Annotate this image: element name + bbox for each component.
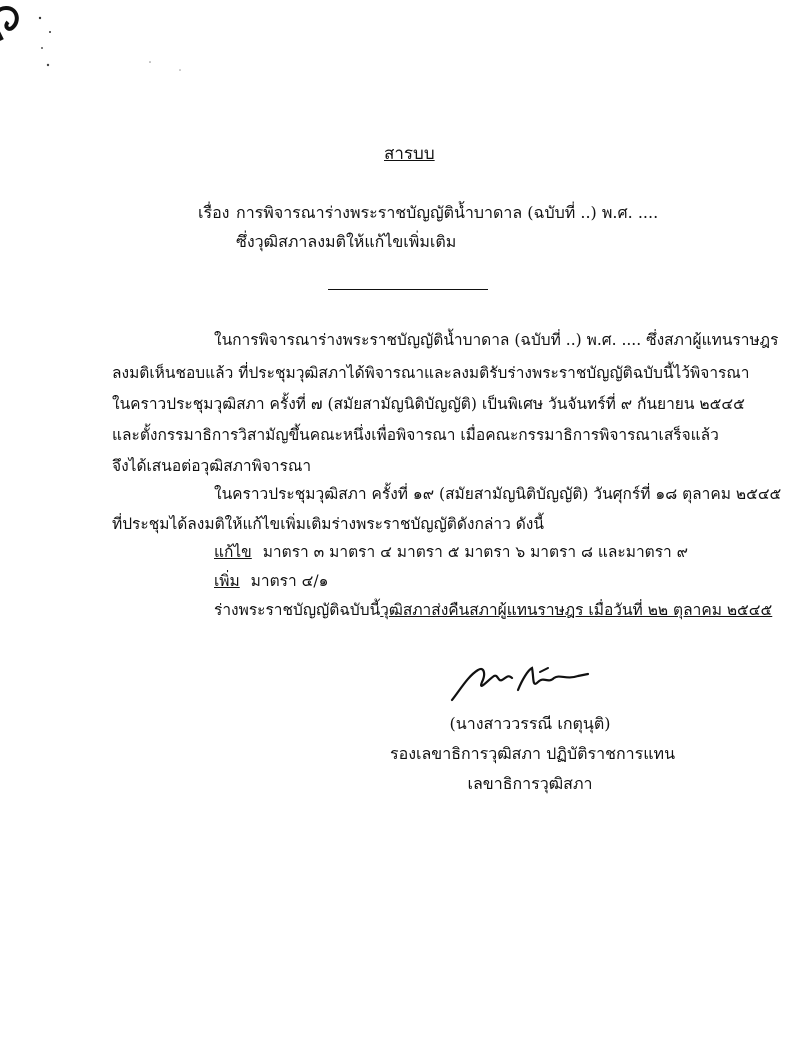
- paragraph-2-line-2: ที่ประชุมได้ลงมติให้แก้ไขเพิ่มเติมร่างพระราชบัญญัติดังกล่าว ดังนี้: [112, 515, 544, 533]
- final-line: [214, 600, 772, 620]
- subject-label: เรื่อง: [198, 203, 230, 222]
- subject-line-2: ซึ่งวุฒิสภาลงมติให้แก้ไขเพิ่มเติม: [236, 232, 457, 251]
- signature: [448, 660, 598, 710]
- scan-specks: [30, 10, 230, 80]
- final-prefix: ร่างพระราชบัญญัติฉบับนี้: [214, 601, 381, 619]
- paragraph-1-line-1: ในการพิจารณาร่างพระราชบัญญัติน้ำบาดาล (ฉบับที่ ..) พ.ศ. .... ซึ่งสภาผู้แทนราษฎร: [214, 331, 779, 349]
- amend-text: มาตรา ๓ มาตรา ๔ มาตรา ๕ มาตรา ๖ มาตรา ๘ และมาตรา ๙: [262, 543, 689, 561]
- add-label: เพิ่ม: [214, 572, 240, 590]
- signatory-position-2: เลขาธิการวุฒิสภา: [467, 774, 593, 793]
- paragraph-1-line-5: จึงได้เสนอต่อวุฒิสภาพิจารณา: [112, 457, 312, 475]
- document-title: สารบบ: [384, 144, 435, 164]
- paragraph-1-line-3: ในคราวประชุมวุฒิสภา ครั้งที่ ๗ (สมัยสามัญนิติบัญญัติ) เป็นพิเศษ วันจันทร์ที่ ๙ กันยายน ๒๕๔๕: [112, 395, 745, 413]
- add-line: [214, 571, 328, 591]
- signatory-name: (นางสาววรรณี เกตุนุติ): [449, 714, 611, 733]
- paragraph-1-line-4: และตั้งกรรมาธิการวิสามัญขึ้นคณะหนึ่งเพื่อพิจารณา เมื่อคณะกรรมาธิการพิจารณาเสร็จแล้ว: [112, 426, 719, 444]
- add-text: มาตรา ๔/๑: [250, 572, 329, 590]
- subject-line-1: การพิจารณาร่างพระราชบัญญัติน้ำบาดาล (ฉบับที่ ..) พ.ศ. ....: [236, 203, 659, 222]
- separator-line: [328, 289, 488, 290]
- page-number-mark: [0, 2, 26, 42]
- paragraph-2-line-1: ในคราวประชุมวุฒิสภา ครั้งที่ ๑๙ (สมัยสามัญนิติบัญญัติ) วันศุกร์ที่ ๑๘ ตุลาคม ๒๕๔๕: [214, 485, 782, 503]
- amend-line: [214, 542, 688, 562]
- amend-label: แก้ไข: [214, 543, 252, 561]
- signatory-position-1: รองเลขาธิการวุฒิสภา ปฏิบัติราชการแทน: [390, 744, 676, 763]
- final-underlined: วุฒิสภาส่งคืนสภาผู้แทนราษฎร เมื่อวันที่ ๒๒ ตุลาคม ๒๕๔๕: [380, 601, 773, 619]
- paragraph-1-line-2: ลงมติเห็นชอบแล้ว ที่ประชุมวุฒิสภาได้พิจารณาและลงมติรับร่างพระราชบัญญัติฉบับนี้ไว้พิจารณา: [112, 364, 750, 382]
